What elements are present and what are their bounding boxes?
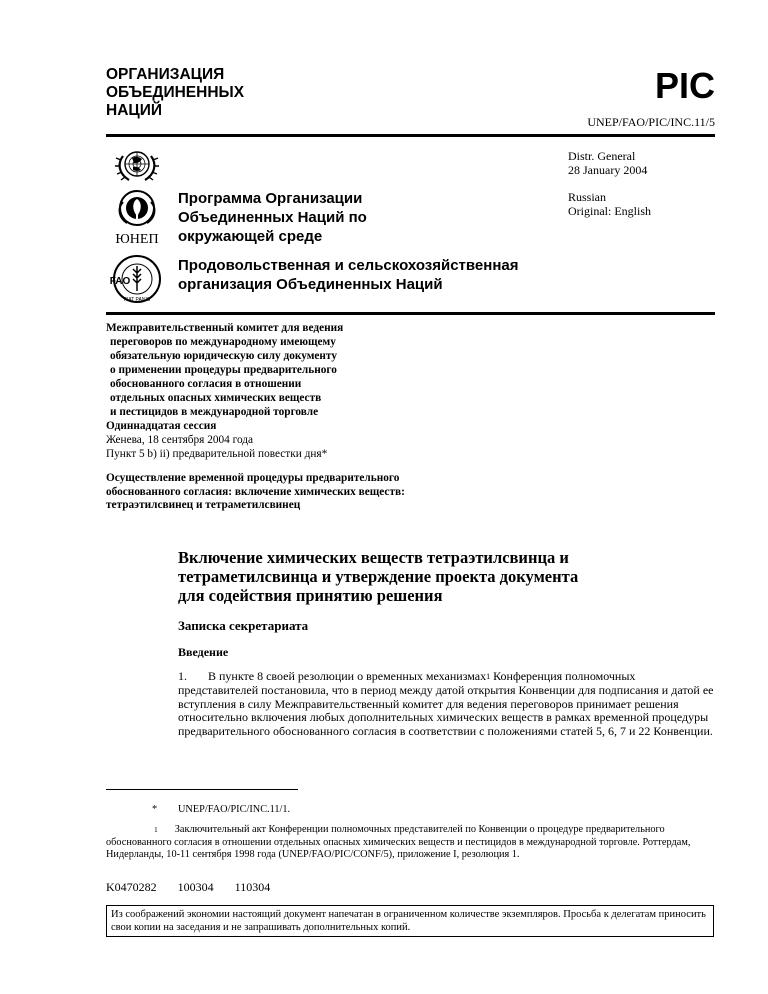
committee-line: обоснованного согласия в отношении [110,378,302,390]
paragraph-1 [178,670,716,739]
agenda-item: Пункт 5 b) ii) предварительной повестки дня* [106,448,328,460]
committee-line: отдельных опасных химических веществ [110,392,322,404]
intro-heading: Введение [178,645,229,659]
agency-name-line: организация Объединенных Наций [178,276,443,293]
main-title [178,548,578,605]
committee-line: Межправительственный комитет для ведения [106,322,344,334]
agency-name-line: Объединенных Наций по [178,209,367,226]
paragraph-number: 1. [178,669,187,683]
un-emblem-icon [106,142,168,186]
footnote-text: Заключительный акт Конференции полномочных представителей по Конвенции о процедуре предварительного обоснованного согласия в отношении отдельных опасных химических веществ и пестицидов в международной торговле. Роттердам, Нидерланды, 10-11 сентября 1998 года (UNEP/FAO/PIC/CONF/5), приложение I, резолюция 1. [106,824,691,860]
organization-title-line: ОБЪЕДИНЕННЫХ [106,84,245,101]
footnote-2 [106,824,718,862]
agency-name-line: окружающей среде [178,228,323,245]
document-symbol: UNEP/FAO/PIC/INC.11/5 [587,115,715,129]
main-title-line: для содействия принятию решения [178,586,443,605]
fao-motto: FIAT PANIS [123,297,151,303]
footnote-1 [106,804,290,815]
agency-name-line: Программа Организации [178,190,363,207]
language: Russian [568,190,607,204]
economy-notice: Из соображений экономии настоящий документ напечатан в ограниченном количестве экземпляров. Просьба к делегатам приносить свои копии на заседания и не запрашивать дополнительных копий. [106,905,714,937]
main-title-line: Включение химических веществ тетраэтилсвинца и [178,548,569,567]
fao-letters: FAO [109,276,131,287]
distribution: Distr. General [568,149,636,163]
paragraph-text: В пункте 8 своей резолюции о временных механизмах [208,669,487,683]
section-rule [106,312,715,315]
number-date: 100304 [177,880,214,894]
session: Одиннадцатая сессия [106,420,217,432]
unep-caption: ЮНЕП [115,232,159,246]
unep-name [178,189,367,246]
fao-logo-icon [106,253,168,307]
committee-line: и пестицидов в международной торговле [110,406,319,418]
document-numbers [106,880,288,895]
organization-title-line: ОРГАНИЗАЦИЯ [106,66,225,83]
committee-line: обязательную юридическую силу документу [110,350,337,362]
document-date: 28 January 2004 [568,163,648,177]
paragraph-text: Конференция полномочных представителей постановила, что в период между датой открытия Конвенции для подписания и датой ее вступления в силу Межправительственный комитет для ведения переговоров принимает решения относительно включения любых дополнительных химических веществ в рамках временной процедуры предварительного обоснованного согласия в соответствии с положениями статей 5, 6, 7 и 22 Конвенции. [178,669,714,739]
organization-title [106,66,244,120]
fao-name [178,256,519,294]
note-heading: Записка секретариата [178,618,309,633]
job-number: K0470282 [106,880,157,894]
header-rule [106,134,715,137]
footnote-mark: 1 [154,825,158,834]
number-date: 110304 [234,880,271,894]
agenda-item-title-line: Осуществление временной процедуры предварительного [106,472,400,484]
main-title-line: тетраметилсвинца и утверждение проекта документа [178,567,579,586]
venue: Женева, 18 сентября 2004 года [106,434,254,446]
footnote-text: UNEP/FAO/PIC/INC.11/1. [178,804,291,815]
document-code: PIC [654,65,715,106]
agenda-item-title-line: обоснованного согласия: включение химических веществ: [106,485,405,498]
unep-logo-icon [106,188,168,246]
original-language: Original: English [568,204,651,218]
footnote-mark: * [152,804,158,815]
footnote-ref: 1 [486,672,491,681]
distribution-block [568,149,647,177]
committee-line: переговоров по международному имеющему [110,336,336,348]
committee-block [106,321,343,461]
agenda-item-title [106,472,405,513]
committee-line: о применении процедуры предварительного [110,364,337,376]
agenda-item-title-line: тетраэтилсвинец и тетраметилсвинец [106,499,301,511]
organization-title-line: НАЦИЙ [106,102,162,119]
language-block [568,190,651,218]
agency-name-line: Продовольственная и сельскохозяйственная [178,257,519,274]
footnote-rule [106,789,298,790]
